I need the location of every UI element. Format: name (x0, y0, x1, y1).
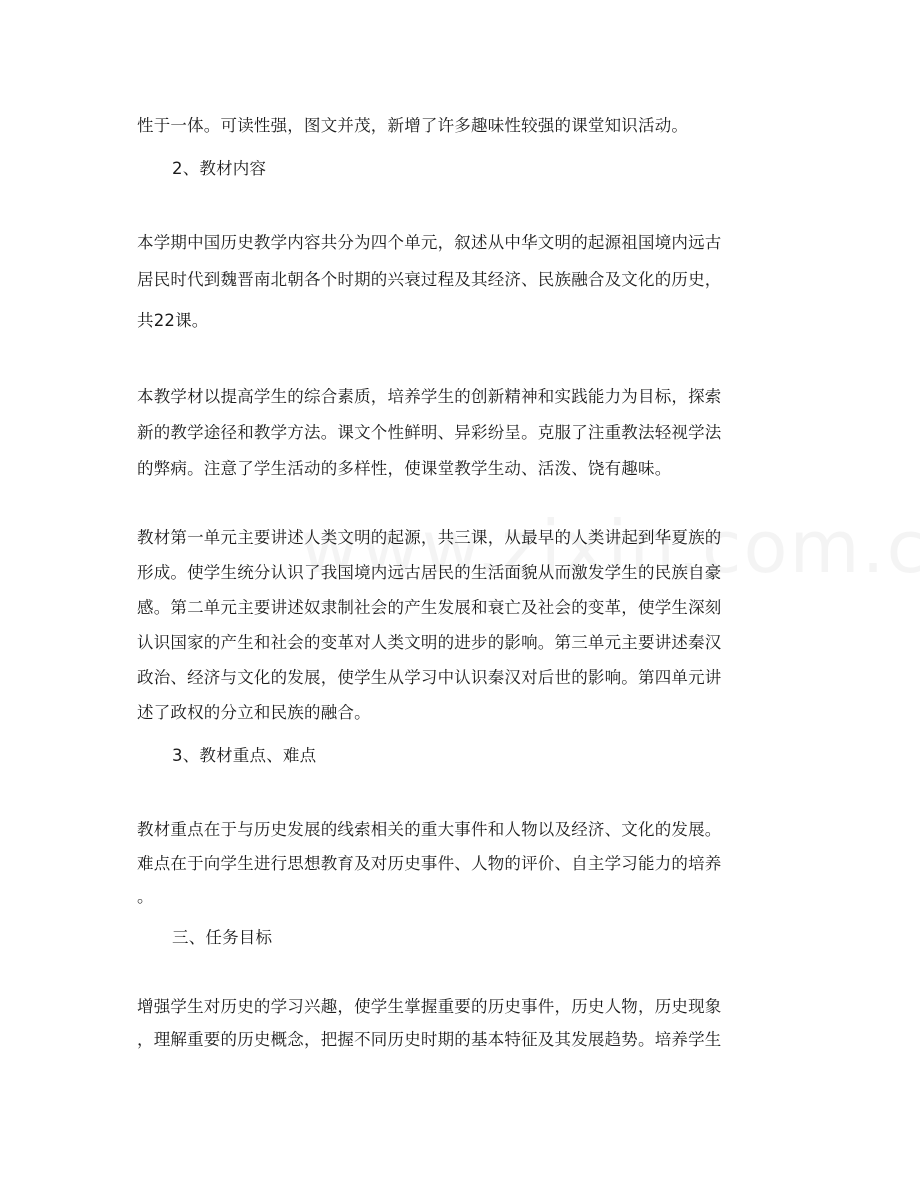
section-heading: 三、任务目标 (172, 928, 273, 947)
text-line: 的弊病。注意了学生活动的多样性，使课堂教学生动、活泼、饶有趣味。 (137, 459, 672, 478)
text-line: 教材第一单元主要讲述人类文明的起源，共三课，从最早的人类讲起到华夏族的 (137, 528, 722, 547)
text-line: 述了政权的分立和民族的融合。 (137, 703, 371, 722)
text-line: 形成。使学生统分认识了我国境内远古居民的生活面貌从而激发学生的民族自豪 (137, 563, 722, 582)
text-line: 居民时代到魏晋南北朝各个时期的兴衰过程及其经济、民族融合及文化的历史， (137, 270, 722, 289)
text-line: 感。第二单元主要讲述奴隶制社会的产生发展和衰亡及社会的变革，使学生深刻 (137, 598, 722, 617)
section-heading: 2、教材内容 (172, 159, 267, 178)
text-line: 教材重点在于与历史发展的线索相关的重大事件和人物以及经济、文化的发展。 (137, 820, 722, 839)
text-line: 本教学材以提高学生的综合素质，培养学生的创新精神和实践能力为目标，探索 (137, 387, 722, 406)
text-line: 政治、经济与文化的发展，使学生从学习中认识秦汉对后世的影响。第四单元讲 (137, 668, 722, 687)
text-line: 共22课。 (137, 311, 209, 330)
text-line: 增强学生对历史的学习兴趣，使学生掌握重要的历史事件，历史人物，历史现象 (137, 997, 722, 1016)
text-line: 新的教学途径和教学方法。课文个性鲜明、异彩纷呈。克服了注重教法轻视学法 (137, 423, 722, 442)
text-line: 性于一体。可读性强，图文并茂，新增了许多趣味性较强的课堂知识活动。 (137, 116, 689, 135)
text-line: 本学期中国历史教学内容共分为四个单元，叙述从中华文明的起源祖国境内远古 (137, 233, 722, 252)
text-line: 认识国家的产生和社会的变革对人类文明的进步的影响。第三单元主要讲述秦汉 (137, 633, 722, 652)
text-line: ，理解重要的历史概念，把握不同历史时期的基本特征及其发展趋势。培养学生 (137, 1030, 722, 1049)
text-line: 难点在于向学生进行思想教育及对历史事件、人物的评价、自主学习能力的培养 (137, 854, 722, 873)
text-line: 。 (137, 887, 154, 906)
section-heading: 3、教材重点、难点 (172, 746, 317, 765)
